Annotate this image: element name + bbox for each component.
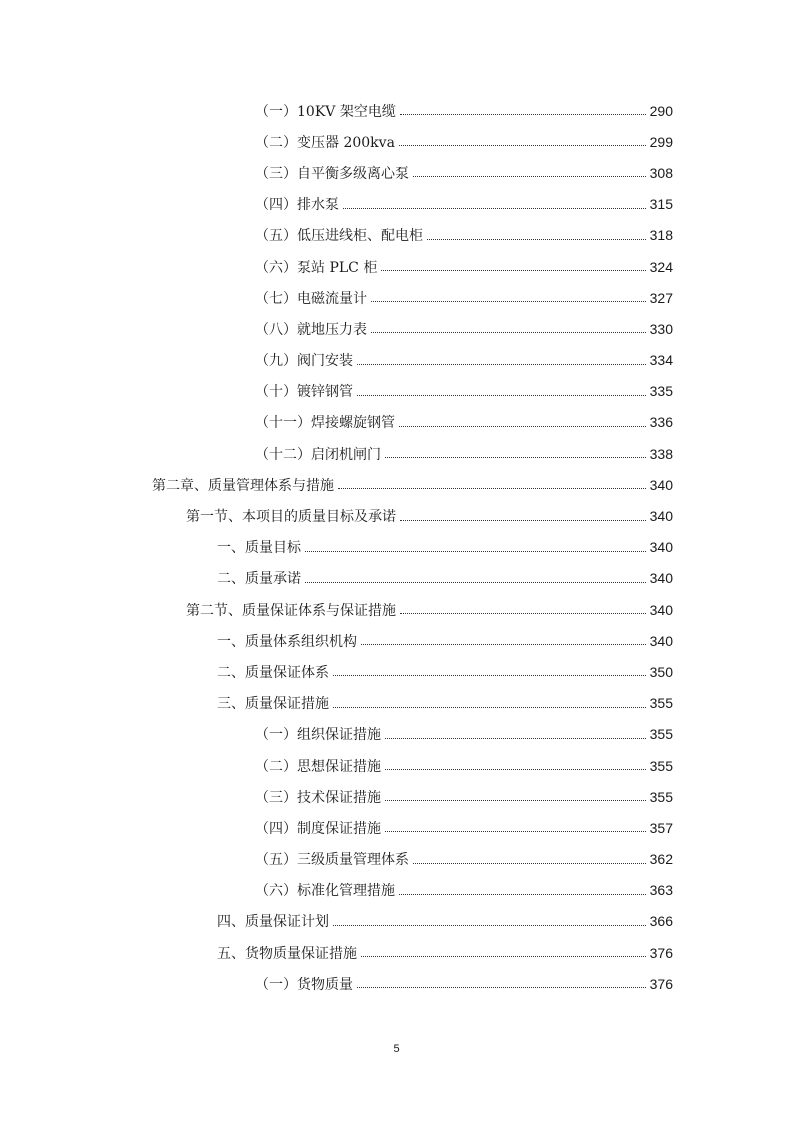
toc-entry-title: （一）10KV 架空电缆	[255, 103, 396, 120]
toc-entry-page: 315	[649, 196, 673, 213]
toc-entry-title: 五、货物质量保证措施	[217, 945, 357, 962]
toc-entry-page: 355	[649, 726, 673, 743]
toc-leader-dots	[400, 114, 646, 115]
toc-entry-page: 290	[649, 102, 673, 119]
toc-entry-title: 第二章、质量管理体系与措施	[152, 477, 334, 494]
toc-leader-dots	[385, 800, 646, 801]
toc-entry-title: （二）变压器 200kva	[255, 134, 395, 151]
toc-entry-page: 376	[649, 975, 673, 992]
toc-leader-dots	[399, 894, 646, 895]
toc-entry-page: 299	[649, 133, 673, 150]
toc-entry[interactable]	[0, 750, 793, 781]
toc-entry-page: 336	[649, 414, 673, 431]
toc-leader-dots	[427, 239, 646, 240]
toc-leader-dots	[357, 364, 646, 365]
toc-entry[interactable]	[0, 220, 793, 251]
toc-entry[interactable]	[0, 968, 793, 999]
toc-leader-dots	[343, 208, 646, 209]
toc-entry-page: 362	[649, 851, 673, 868]
toc-entry-page: 308	[649, 164, 673, 181]
toc-entry[interactable]	[0, 875, 793, 906]
toc-entry[interactable]	[0, 781, 793, 812]
toc-entry-page: 350	[649, 663, 673, 680]
toc-entry-title: （八）就地压力表	[255, 321, 367, 338]
toc-entry[interactable]	[0, 469, 793, 500]
toc-entry-title: 第一节、本项目的质量目标及承诺	[186, 509, 396, 526]
toc-entry-title: 三、质量保证措施	[217, 696, 329, 713]
toc-entry-page: 363	[649, 882, 673, 899]
toc-leader-dots	[385, 457, 646, 458]
toc-leader-dots	[305, 582, 646, 583]
toc-entry-page: 340	[649, 570, 673, 587]
toc-leader-dots	[338, 488, 646, 489]
toc-leader-dots	[371, 301, 646, 302]
toc-entry[interactable]	[0, 251, 793, 282]
toc-entry-page: 357	[649, 819, 673, 836]
toc-leader-dots	[381, 270, 645, 271]
toc-entry-title: （三）自平衡多级离心泵	[255, 165, 409, 182]
toc-entry-page: 327	[649, 289, 673, 306]
toc-entry-page: 324	[649, 258, 673, 275]
toc-entry-title: （十二）启闭机闸门	[255, 446, 381, 463]
toc-entry[interactable]	[0, 719, 793, 750]
toc-entry-title: 四、质量保证计划	[217, 914, 329, 931]
toc-entry-page: 355	[649, 788, 673, 805]
toc-entry-title: 二、质量承诺	[217, 571, 301, 588]
toc-entry-page: 355	[649, 757, 673, 774]
toc-leader-dots	[399, 426, 646, 427]
toc-entry[interactable]	[0, 906, 793, 937]
toc-entry-page: 334	[649, 352, 673, 369]
toc-entry-title: （二）思想保证措施	[255, 758, 381, 775]
toc-leader-dots	[413, 863, 646, 864]
toc-entry-page: 340	[649, 632, 673, 649]
toc-entry-title: 二、质量保证体系	[217, 664, 329, 681]
toc-entry-title: （一）货物质量	[255, 976, 353, 993]
toc-leader-dots	[385, 831, 646, 832]
toc-entry[interactable]	[0, 407, 793, 438]
toc-entry[interactable]	[0, 345, 793, 376]
toc-entry-title: （四）排水泵	[255, 197, 339, 214]
toc-entry-page: 340	[649, 476, 673, 493]
toc-entry[interactable]	[0, 313, 793, 344]
toc-leader-dots	[371, 332, 646, 333]
toc-entry[interactable]	[0, 438, 793, 469]
toc-entry[interactable]	[0, 594, 793, 625]
toc-entry[interactable]	[0, 376, 793, 407]
toc-entry-title: （十）镀锌钢管	[255, 384, 353, 401]
toc-entry[interactable]	[0, 282, 793, 313]
toc-entry-page: 318	[649, 227, 673, 244]
toc-leader-dots	[333, 925, 646, 926]
toc-entry[interactable]	[0, 844, 793, 875]
toc-entry-title: （六）泵站 PLC 柜	[255, 259, 378, 276]
toc-entry[interactable]	[0, 812, 793, 843]
toc-entry-title: （四）制度保证措施	[255, 820, 381, 837]
toc-leader-dots	[361, 644, 646, 645]
toc-entry-page: 335	[649, 383, 673, 400]
toc-leader-dots	[413, 176, 646, 177]
toc-leader-dots	[385, 769, 646, 770]
toc-leader-dots	[333, 675, 646, 676]
toc-entry-page: 340	[649, 539, 673, 556]
toc-entry[interactable]	[0, 500, 793, 531]
page-number: 5	[393, 1043, 400, 1055]
toc-leader-dots	[357, 987, 646, 988]
toc-entry[interactable]	[0, 625, 793, 656]
toc-entry-title: （七）电磁流量计	[255, 290, 367, 307]
toc-leader-dots	[333, 707, 646, 708]
toc-entry[interactable]	[0, 126, 793, 157]
toc-leader-dots	[400, 520, 646, 521]
toc-entry-page: 366	[649, 913, 673, 930]
toc-leader-dots	[399, 145, 646, 146]
toc-entry-page: 376	[649, 944, 673, 961]
toc-entry-title: （六）标准化管理措施	[255, 883, 395, 900]
toc-entry-page: 330	[649, 320, 673, 337]
toc-entry[interactable]	[0, 157, 793, 188]
toc-entry-page: 355	[649, 695, 673, 712]
toc-entry-title: 一、质量目标	[217, 540, 301, 557]
toc-entry-title: 第二节、质量保证体系与保证措施	[186, 602, 396, 619]
toc-entry-title: （一）组织保证措施	[255, 727, 381, 744]
toc-entry[interactable]	[0, 189, 793, 220]
toc-entry-page: 338	[649, 445, 673, 462]
toc-entry[interactable]	[0, 563, 793, 594]
toc-entry-page: 340	[649, 601, 673, 618]
toc-entry-page: 340	[649, 508, 673, 525]
toc-entry-title: （三）技术保证措施	[255, 789, 381, 806]
toc-entry[interactable]	[0, 656, 793, 687]
toc-leader-dots	[361, 956, 646, 957]
toc-entry-title: （五）低压进线柜、配电柜	[255, 228, 423, 245]
toc-entry[interactable]	[0, 937, 793, 968]
toc-entry-title: 一、质量体系组织机构	[217, 633, 357, 650]
toc-entry-title: （五）三级质量管理体系	[255, 852, 409, 869]
toc-entry[interactable]	[0, 688, 793, 719]
toc-leader-dots	[385, 738, 646, 739]
toc-entry-title: （十一）焊接螺旋钢管	[255, 415, 395, 432]
toc-leader-dots	[305, 551, 646, 552]
toc-entry[interactable]	[0, 532, 793, 563]
table-of-contents	[0, 95, 793, 999]
toc-entry-title: （九）阀门安装	[255, 353, 353, 370]
toc-leader-dots	[357, 395, 646, 396]
toc-entry[interactable]	[0, 95, 793, 126]
toc-leader-dots	[400, 613, 646, 614]
